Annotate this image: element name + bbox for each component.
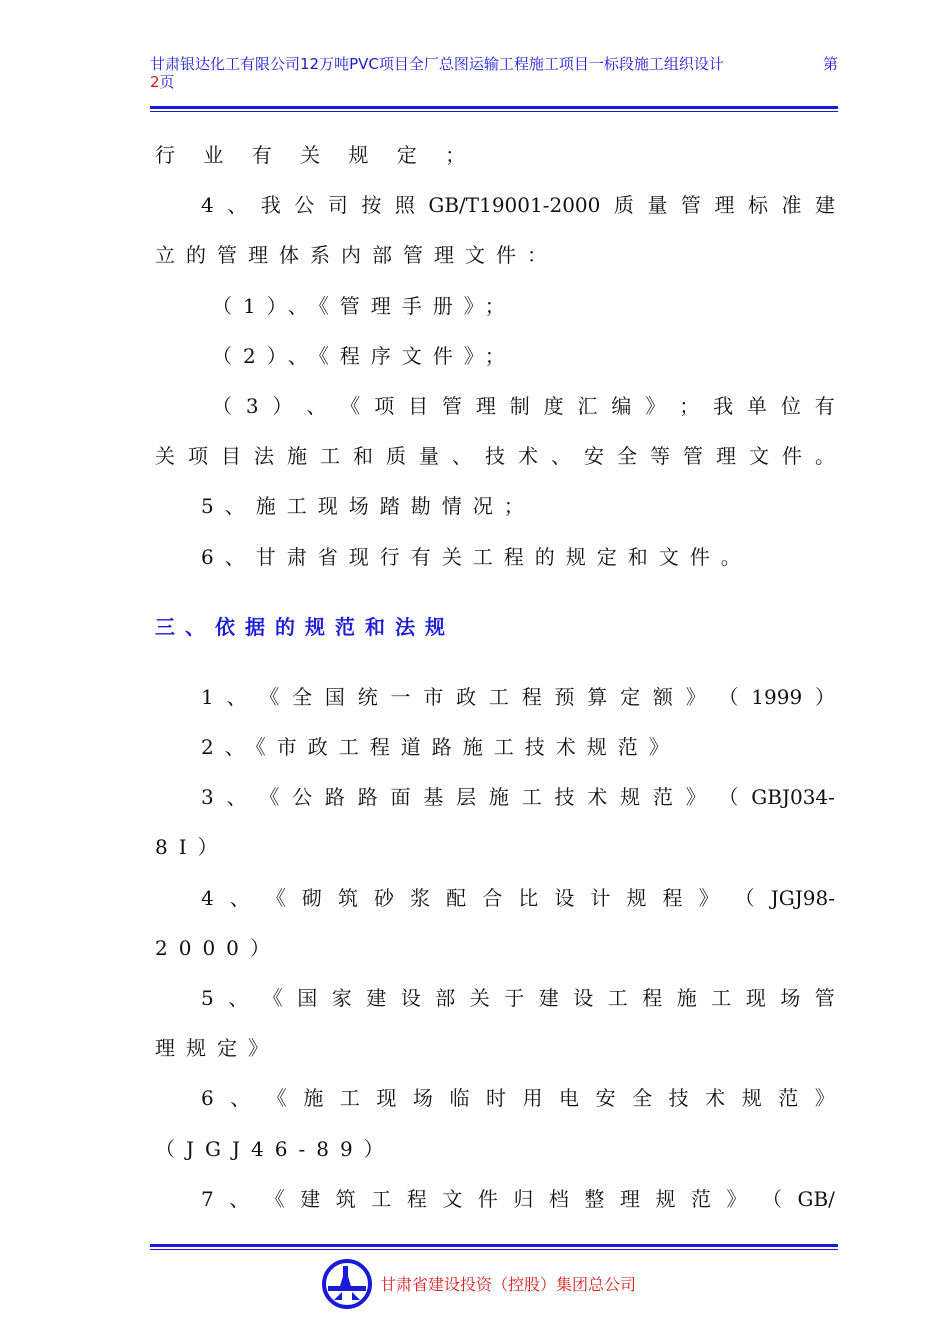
text-glyph: GBJ034- [751,785,835,810]
text-glyph: 理 [475,393,496,418]
text-glyph: 全 [292,684,313,709]
text-glyph: 目 [221,444,241,469]
text-glyph: 场 [780,986,801,1010]
text-glyph: 家 [331,986,352,1010]
text-glyph: 工 [521,785,542,810]
text-glyph: 》 [698,885,719,910]
text-glyph: 、 [229,885,250,910]
text-glyph: 工 [371,1186,392,1211]
reference-item-cont: 2000） [155,935,281,960]
text-glyph: 程 [662,885,683,910]
text-glyph: （ [734,885,755,910]
text-glyph: 件 [782,444,802,469]
text-glyph: 管 [683,444,703,469]
text-glyph: 计 [590,885,611,910]
text-glyph: ） [814,684,835,709]
text-glyph: 《 [264,1186,285,1211]
text-glyph: 《 [262,986,283,1010]
text-glyph: 、 [551,444,571,469]
reference-item [155,973,835,1023]
page-number-value: 2 [150,73,160,91]
text-glyph: 技 [668,1086,689,1111]
text-glyph: 关 [469,986,490,1010]
text-glyph: 整 [584,1186,605,1211]
reference-item: 2、《市政工程道路施工技术规范》 [201,735,680,760]
paragraph-line [155,180,835,230]
page-footer [320,1256,636,1310]
reference-item-cont: 理规定》 [155,1036,279,1061]
text-glyph: 项 [188,444,208,469]
text-glyph: 范 [778,1086,799,1111]
text-glyph: 和 [353,444,373,469]
text-glyph: 施 [303,1086,324,1111]
text-glyph: 基 [423,785,444,810]
reference-item [155,772,835,822]
text-glyph: 质 [613,193,634,218]
list-item: （1）、《管理手册》； [212,293,516,318]
text-glyph: 《 [265,885,286,910]
text-glyph: 度 [543,393,564,418]
text-glyph: 临 [449,1086,470,1111]
text-glyph: 标 [747,193,768,218]
reference-item [155,1174,835,1224]
text-glyph: 建 [300,1186,321,1211]
header-title: 甘肃银达化工有限公司12万吨PVC项目全厂总图运输工程施工项目一标段施工组织设计 [150,55,724,73]
text-glyph: 配 [446,885,467,910]
text-glyph: 建 [366,986,387,1010]
text-glyph: 理 [619,1186,640,1211]
text-glyph: 、 [226,684,247,709]
text-glyph: 4 [201,885,214,910]
text-glyph: 现 [376,1086,397,1111]
text-glyph: 预 [554,684,575,709]
text-glyph: ； [679,393,700,418]
text-glyph: （ [718,785,739,810]
text-glyph: 时 [485,1086,506,1111]
text-glyph: 4 [201,193,214,218]
company-logo-icon [320,1256,374,1310]
text-glyph: 7 [201,1186,214,1211]
text-glyph: 》 [685,785,706,810]
text-glyph: 位 [780,393,801,418]
reference-item [155,672,835,722]
text-glyph: GB/ [797,1186,835,1211]
header-rule-thick [150,106,838,109]
reference-item [155,1073,835,1123]
text-glyph: 档 [548,1186,569,1211]
text-glyph: 路 [357,785,378,810]
text-glyph: （ [212,393,232,418]
text-glyph: 我 [260,193,281,218]
text-glyph: 额 [652,684,673,709]
text-glyph: 范 [690,1186,711,1211]
text-glyph: 层 [456,785,477,810]
text-glyph: 管 [680,193,701,218]
text-glyph: 3 [245,393,259,418]
text-glyph: 合 [482,885,503,910]
text-glyph: 市 [423,684,444,709]
text-glyph: 规 [655,1186,676,1211]
text-glyph: 》 [814,1086,835,1111]
text-glyph: 术 [587,785,608,810]
text-glyph: 施 [488,785,509,810]
paragraph-line: 立的管理体系内部管理文件： [155,243,558,268]
text-glyph: 3 [201,785,214,810]
text-glyph: 质 [386,444,406,469]
text-glyph: 、 [452,444,472,469]
text-glyph: 公 [294,193,315,218]
text-glyph: 设 [400,986,421,1010]
text-glyph: 、 [229,1186,250,1211]
list-item: （2）、《程序文件》； [212,343,516,368]
text-glyph: 比 [518,885,539,910]
text-glyph: 统 [357,684,378,709]
text-glyph: 安 [595,1086,616,1111]
text-glyph: 规 [626,885,647,910]
spacer [155,582,835,602]
footer-rule-thick [150,1244,838,1247]
text-glyph: 《 [340,393,361,418]
text-glyph: 面 [390,785,411,810]
text-glyph: 项 [374,393,395,418]
text-glyph: 砂 [374,885,395,910]
text-glyph: 照 [394,193,415,218]
text-glyph: 范 [652,785,673,810]
page-label: 第 [822,55,838,73]
text-glyph: 我 [713,393,734,418]
text-glyph: 。 [815,444,835,469]
text-glyph: 全 [617,444,637,469]
text-glyph: 司 [327,193,348,218]
text-glyph: 6 [201,1086,214,1111]
text-glyph: 汇 [577,393,598,418]
text-glyph: 、 [228,986,249,1010]
paragraph-line [155,431,835,481]
text-glyph: 电 [559,1086,580,1111]
text-glyph: 技 [485,444,505,469]
text-glyph: 制 [509,393,530,418]
text-glyph: 建 [538,986,559,1010]
text-glyph: 件 [477,1186,498,1211]
text-glyph: 筑 [337,885,358,910]
text-glyph: 单 [746,393,767,418]
text-glyph: 安 [584,444,604,469]
text-glyph: JGJ98- [770,885,835,910]
text-glyph: 路 [324,785,345,810]
text-glyph: 归 [513,1186,534,1211]
text-glyph: 、 [306,393,327,418]
text-glyph: 文 [442,1186,463,1211]
text-glyph: 《 [259,684,280,709]
text-glyph: 管 [814,986,835,1010]
text-glyph: 国 [324,684,345,709]
text-glyph: 理 [716,444,736,469]
footer-rule-thin [150,1249,838,1250]
reference-item [155,873,835,923]
text-glyph: 文 [749,444,769,469]
text-glyph: 术 [705,1086,726,1111]
page-header [150,55,840,91]
text-glyph: 编 [611,393,632,418]
text-glyph: 、 [227,193,248,218]
text-glyph: 砌 [301,885,322,910]
text-glyph: 筑 [335,1186,356,1211]
text-glyph: 工 [488,684,509,709]
text-glyph: 设 [554,885,575,910]
text-glyph: 准 [781,193,802,218]
text-glyph: 现 [745,986,766,1010]
list-item: 6、甘肃省现行有关工程的规定和文件。 [201,544,752,569]
company-name: 甘肃省建设投资（控股）集团总公司 [380,1274,637,1294]
text-glyph: 规 [620,785,641,810]
spacer [155,652,835,672]
text-glyph: 定 [620,684,641,709]
text-glyph: 程 [406,1186,427,1211]
text-glyph: 工 [339,1086,360,1111]
text-glyph: 1 [201,684,214,709]
text-glyph: 施 [676,986,697,1010]
text-glyph: ） [272,393,293,418]
list-item [155,381,835,431]
text-glyph: 量 [419,444,439,469]
text-glyph: 术 [518,444,538,469]
text-glyph: 》 [726,1186,747,1211]
text-glyph: 关 [155,444,175,469]
text-glyph: 等 [650,444,670,469]
page-unit: 页 [159,73,175,91]
text-glyph: 建 [814,193,835,218]
section-heading: 三、依据的规范和法规 [155,614,455,639]
text-glyph: 目 [408,393,429,418]
text-glyph: 、 [230,1086,251,1111]
text-glyph: （ [718,684,739,709]
text-glyph: 法 [254,444,274,469]
text-glyph: 算 [587,684,608,709]
text-glyph: 用 [522,1086,543,1111]
text-glyph: 于 [504,986,525,1010]
text-glyph: 政 [456,684,477,709]
text-glyph: 、 [226,785,247,810]
text-glyph: 《 [259,785,280,810]
text-glyph: 量 [647,193,668,218]
list-item: 5、施工现场踏勘情况； [201,494,535,519]
text-glyph: 浆 [410,885,431,910]
text-glyph: 工 [320,444,340,469]
document-body [155,130,835,1224]
text-glyph: 施 [287,444,307,469]
text-glyph: 5 [201,986,214,1010]
reference-item-cont: 8I） [155,835,229,860]
text-glyph: GB/T19001-2000 [428,193,601,218]
text-glyph: 设 [573,986,594,1010]
header-rule-thin [150,111,838,112]
text-glyph: 1999 [751,684,803,709]
text-glyph: 公 [292,785,313,810]
paragraph-line: 行 业 有 关 规 定 ； [155,143,477,167]
page-number [150,73,840,91]
text-glyph: 理 [714,193,735,218]
text-glyph: 有 [814,393,835,418]
reference-item-cont: （JGJ46-89） [155,1136,395,1161]
text-glyph: 一 [390,684,411,709]
text-glyph: 场 [412,1086,433,1111]
text-glyph: 部 [435,986,456,1010]
text-glyph: 《 [266,1086,287,1111]
text-glyph: 》 [645,393,666,418]
text-glyph: 国 [297,986,318,1010]
text-glyph: 工 [607,986,628,1010]
text-glyph: 全 [632,1086,653,1111]
text-glyph: 按 [361,193,382,218]
text-glyph: （ [761,1186,782,1211]
text-glyph: 规 [741,1086,762,1111]
text-glyph: 工 [711,986,732,1010]
text-glyph: 程 [642,986,663,1010]
text-glyph: 技 [554,785,575,810]
text-glyph: 管 [441,393,462,418]
text-glyph: 》 [685,684,706,709]
text-glyph: 程 [521,684,542,709]
